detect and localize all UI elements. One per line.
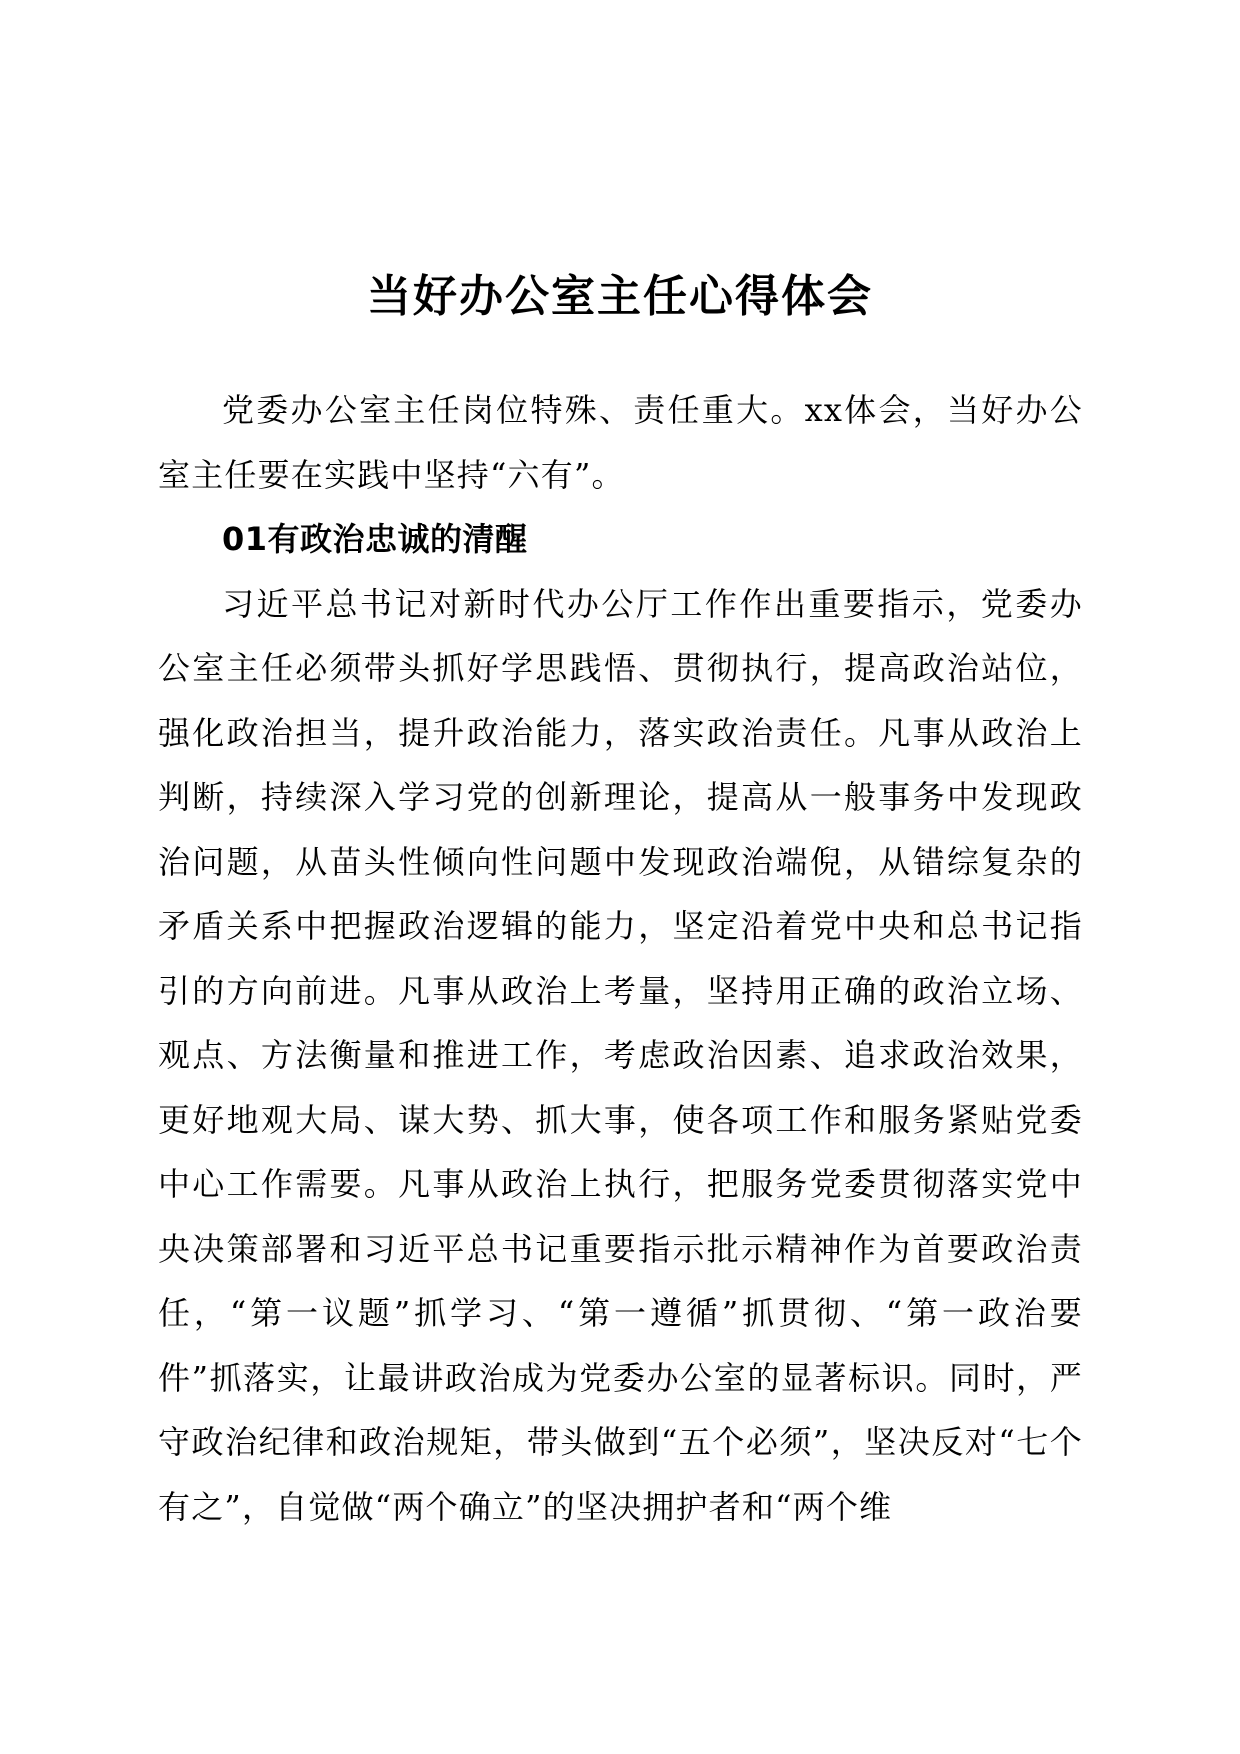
- intro-paragraph: 党委办公室主任岗位特殊、责任重大。xx体会，当好办公室主任要在实践中坚持“六有”。: [158, 391, 1083, 494]
- section-paragraph-1: 习近平总书记对新时代办公厅工作作出重要指示，党委办公室主任必须带头抓好学思践悟、贯彻执行，提高政治站位，强化政治担当，提升政治能力，落实政治责任。凡事从政治上判断，持续深入学习党的创新理论，提高从一般事务中发现政治问题，从苗头性倾向性问题中发现政治端倪，从错综复杂的矛盾关系中把握政治逻辑的能力，坚定沿着党中央和总书记指引的方向前进。凡事从政治上考量，坚持用正确的政治立场、观点、方法衡量和推进工作，考虑政治因素、追求政治效果，更好地观大局、谋大势、抓大事，使各项工作和服务紧贴党委中心工作需要。凡事从政治上执行，把服务党委贯彻落实党中央决策部署和习近平总书记重要指示批示精神作为首要政治责任，“第一议题”抓学习、“第一遵循”抓贯彻、“第一政治要件”抓落实，让最讲政治成为党委办公室的显著标识。同时，严守政治纪律和政治规矩，带头做到“五个必须”，坚决反对“七个有之”，自觉做“两个确立”的坚决拥护者和“两个维: [158, 584, 1083, 1526]
- document-title: 当好办公室主任心得体会: [367, 271, 873, 323]
- document-body: [158, 378, 1083, 1539]
- section-heading-1: 01有政治忠诚的清醒: [222, 520, 528, 558]
